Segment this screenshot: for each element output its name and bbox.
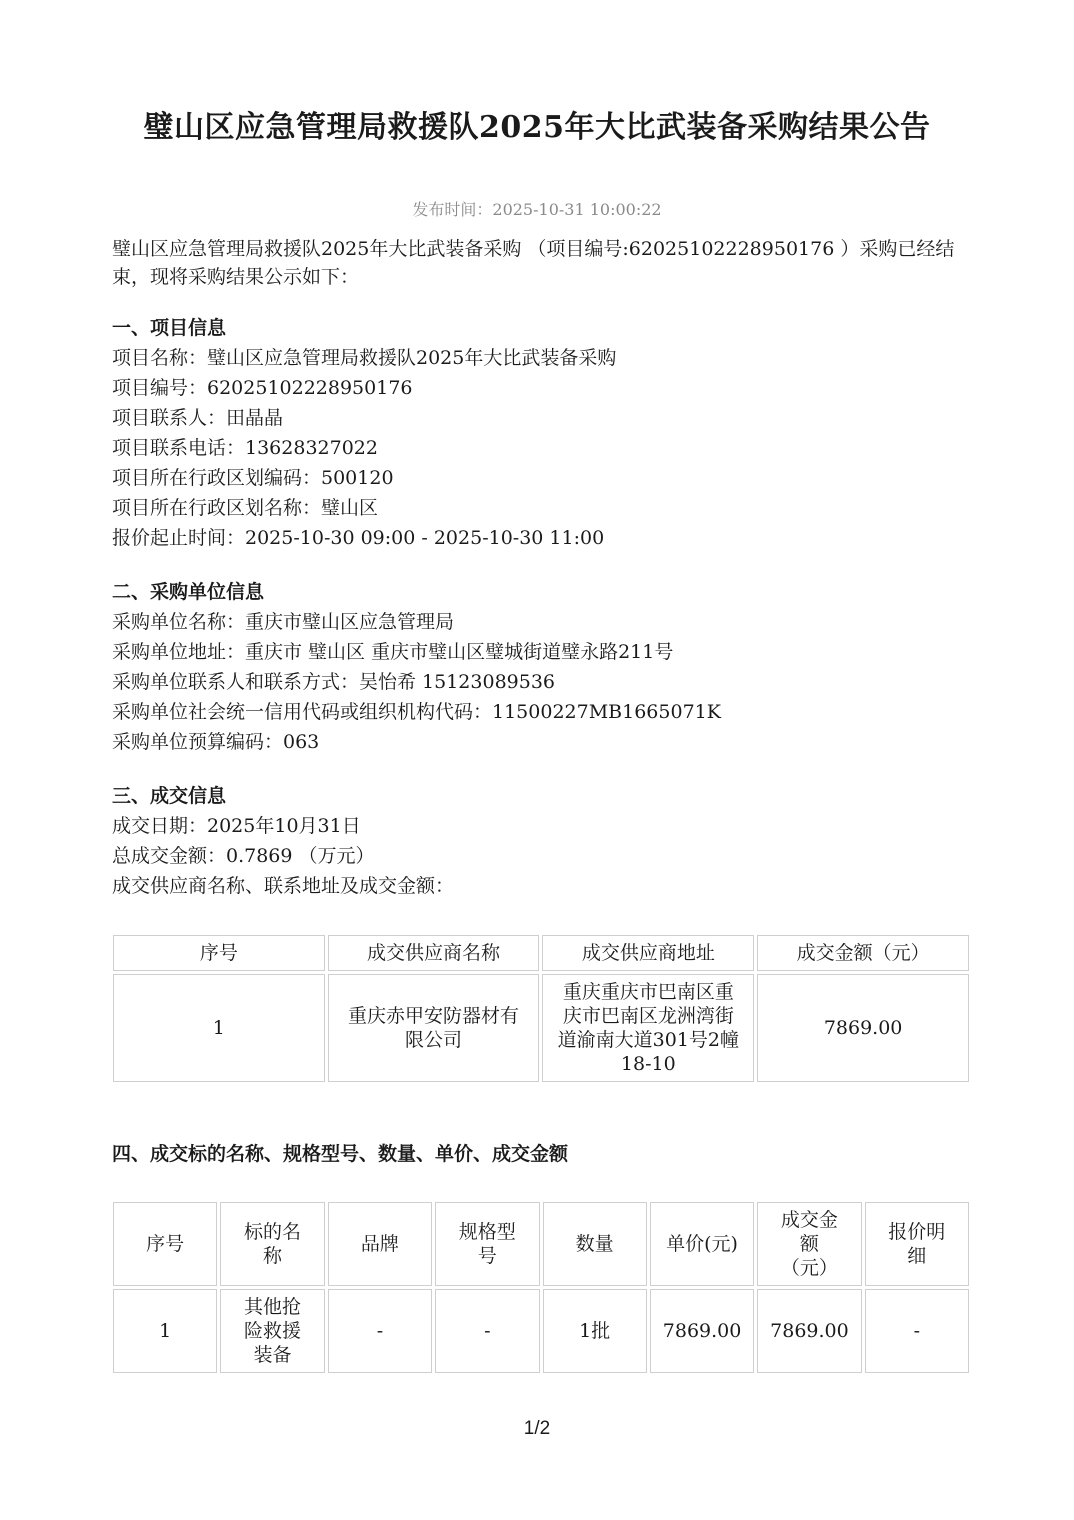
table-header-cell: 标的名称: [220, 1202, 324, 1286]
table-header-cell: 序号: [113, 1202, 217, 1286]
table-header-cell: 品牌: [328, 1202, 432, 1286]
table-header-cell: 成交金额（元）: [757, 935, 969, 971]
project-phone-line: 项目联系电话：13628327022: [112, 437, 378, 459]
section-heading-deal-info: 三、成交信息: [112, 785, 227, 807]
table-row: [113, 1289, 969, 1373]
table-cell: -: [865, 1289, 969, 1373]
table-header-cell: 规格型号: [435, 1202, 539, 1286]
publish-time: 发布时间：2025-10-31 10:00:22: [412, 200, 662, 219]
table-cell: 7869.00: [650, 1289, 754, 1373]
table-cell: 7869.00: [757, 974, 969, 1082]
purchaser-name-line: 采购单位名称：重庆市璧山区应急管理局: [112, 611, 455, 633]
region-name-line: 项目所在行政区划名称：璧山区: [112, 497, 379, 519]
table-header-cell: 成交金额（元）: [757, 1202, 861, 1286]
table-row: [113, 974, 969, 1082]
section-heading-purchaser-info: 二、采购单位信息: [112, 581, 265, 603]
page-number: 1/2: [523, 1418, 551, 1439]
table-cell: 1: [113, 974, 325, 1082]
supplier-intro-line: 成交供应商名称、联系地址及成交金额：: [112, 875, 455, 897]
purchaser-address-line: 采购单位地址：重庆市 璧山区 重庆市璧山区璧城街道璧永路211号: [112, 641, 674, 663]
table-cell: 1批: [543, 1289, 647, 1373]
quote-period-line: 报价起止时间：2025-10-30 09:00 - 2025-10-30 11:00: [112, 527, 605, 549]
table-header-row: [113, 1202, 969, 1286]
purchaser-budget-code-line: 采购单位预算编码：063: [112, 731, 320, 753]
deal-date-line: 成交日期：2025年10月31日: [112, 815, 361, 837]
table-cell: 重庆赤甲安防器材有限公司: [328, 974, 540, 1082]
region-code-line: 项目所在行政区划编码：500120: [112, 467, 394, 489]
table-header-row: [113, 935, 969, 971]
table-cell: -: [435, 1289, 539, 1373]
table-header-cell: 报价明细: [865, 1202, 969, 1286]
project-contact-line: 项目联系人：田晶晶: [112, 407, 284, 429]
table-header-cell: 序号: [113, 935, 325, 971]
table-header-cell: 数量: [543, 1202, 647, 1286]
deal-total-line: 总成交金额：0.7869 （万元）: [112, 845, 375, 867]
table-header-cell: 成交供应商地址: [542, 935, 754, 971]
purchaser-contact-line: 采购单位联系人和联系方式：吴怡希 15123089536: [112, 671, 556, 693]
project-name-line: 项目名称：璧山区应急管理局救援队2025年大比武装备采购: [112, 347, 617, 369]
supplier-table: [110, 932, 972, 1085]
project-number-line: 项目编号：62025102228950176: [112, 377, 413, 399]
table-cell: 重庆重庆市巴南区重庆市巴南区龙洲湾街道渝南大道301号2幢18-10: [542, 974, 754, 1082]
table-header-cell: 成交供应商名称: [328, 935, 540, 971]
table-cell: 7869.00: [757, 1289, 861, 1373]
section-heading-deal-items: 四、成交标的名称、规格型号、数量、单价、成交金额: [112, 1143, 569, 1165]
intro-paragraph: 璧山区应急管理局救援队2025年大比武装备采购 （项目编号:62025102228950176 ）采购已经结束，现将采购结果公示如下：: [112, 238, 955, 288]
table-cell: 其他抢险救援装备: [220, 1289, 324, 1373]
section-heading-project-info: 一、项目信息: [112, 317, 227, 339]
table-header-cell: 单价(元): [650, 1202, 754, 1286]
table-cell: 1: [113, 1289, 217, 1373]
deal-items-table: [110, 1199, 972, 1376]
purchaser-credit-code-line: 采购单位社会统一信用代码或组织机构代码：11500227MB1665071K: [112, 701, 721, 723]
table-cell: -: [328, 1289, 432, 1373]
page-title: 璧山区应急管理局救援队2025年大比武装备采购结果公告: [143, 110, 931, 145]
